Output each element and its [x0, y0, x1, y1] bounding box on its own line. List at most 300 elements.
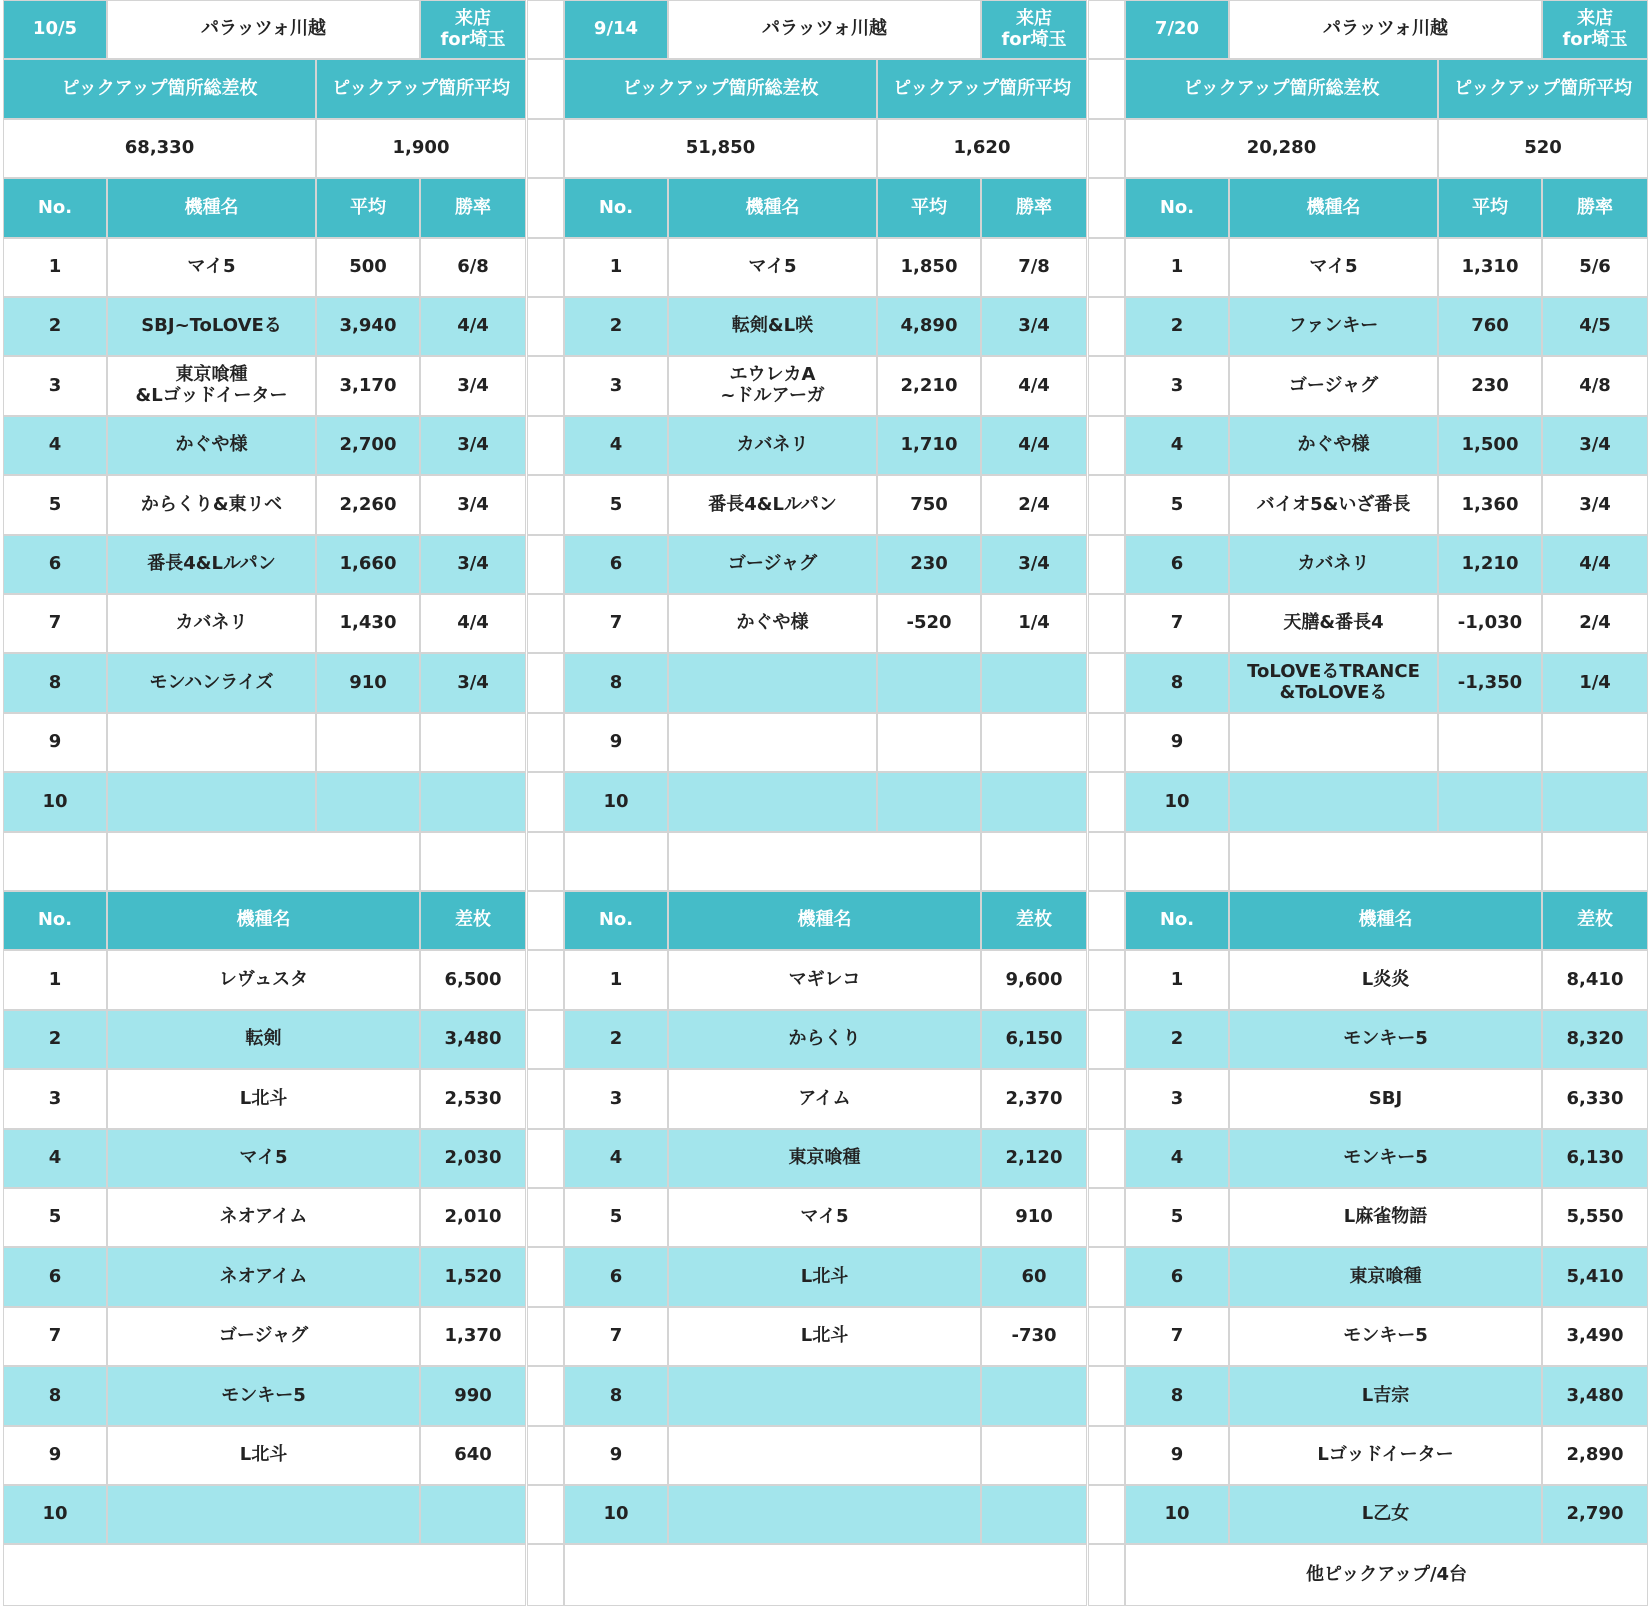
table-row-1-average-value: 1,850: [877, 238, 981, 297]
table-row-3-average-value: 230: [1438, 356, 1542, 416]
table-row-4-row-no: 4: [3, 416, 107, 475]
ranking-row-9-row-no: 9: [1125, 1426, 1229, 1485]
ranking-row-7-model-name: モンキー5: [1229, 1307, 1542, 1366]
table-row-2-model-name: SBJ~ToLOVEる: [107, 297, 316, 356]
table-row-10-model-name: [1229, 772, 1438, 832]
separator-cell: [528, 416, 563, 475]
ranking-row-4-model-name: マイ5: [107, 1129, 420, 1188]
total-diff-label: ピックアップ箇所総差枚: [3, 59, 316, 119]
table-row-2-model-name: 転剣&L咲: [668, 297, 877, 356]
table-row-9-average-value: [877, 713, 981, 772]
ranking-row-7-diff-value: -730: [981, 1307, 1087, 1366]
event-date: 9/14: [564, 0, 668, 59]
table-row-8-model-name: [668, 653, 877, 713]
col-no-header: No.: [1125, 891, 1229, 950]
event-badge: 来店 for埼玉: [420, 0, 526, 59]
separator-cell: [1089, 832, 1124, 891]
ranking-row-8-row-no: 8: [564, 1366, 668, 1426]
table-row-3-average-value: 2,210: [877, 356, 981, 416]
table-row-8-win-rate: [981, 653, 1087, 713]
event-date: 7/20: [1125, 0, 1229, 59]
col-diff-header: 差枚: [420, 891, 526, 950]
ranking-row-2-row-no: 2: [3, 1010, 107, 1069]
table-row-5-win-rate: 3/4: [1542, 475, 1648, 535]
table-row-6-row-no: 6: [3, 535, 107, 594]
col-model-header: 機種名: [107, 891, 420, 950]
ranking-row-10-model-name: L乙女: [1229, 1485, 1542, 1544]
table-row-6-average-value: 1,660: [316, 535, 420, 594]
event-panel-1: [3, 0, 526, 1606]
table-row-10-average-value: [1438, 772, 1542, 832]
ranking-row-9-diff-value: [981, 1426, 1087, 1485]
table-row-1-win-rate: 5/6: [1542, 238, 1648, 297]
total-diff-label: ピックアップ箇所総差枚: [1125, 59, 1438, 119]
table-row-5-model-name: からくり&東リベ: [107, 475, 316, 535]
table-row-3-average-value: 3,170: [316, 356, 420, 416]
ranking-row-4-diff-value: 2,030: [420, 1129, 526, 1188]
ranking-row-2-model-name: からくり: [668, 1010, 981, 1069]
separator-cell: [1089, 416, 1124, 475]
table-row-3-win-rate: 4/8: [1542, 356, 1648, 416]
table-row-10-win-rate: [1542, 772, 1648, 832]
table-row-6-row-no: 6: [564, 535, 668, 594]
table-row-9-average-value: [1438, 713, 1542, 772]
separator-cell: [1089, 772, 1124, 832]
ranking-row-9-row-no: 9: [564, 1426, 668, 1485]
table-row-10-row-no: 10: [1125, 772, 1229, 832]
table-row-6-win-rate: 3/4: [981, 535, 1087, 594]
ranking-row-9-model-name: [668, 1426, 981, 1485]
table-row-5-win-rate: 2/4: [981, 475, 1087, 535]
table-row-8-win-rate: 3/4: [420, 653, 526, 713]
table-row-3-model-name: 東京喰種 &Lゴッドイーター: [107, 356, 316, 416]
ranking-row-8-diff-value: 3,480: [1542, 1366, 1648, 1426]
table-row-8-average-value: 910: [316, 653, 420, 713]
separator-cell: [1089, 0, 1124, 59]
separator-cell: [528, 832, 563, 891]
table-row-4-win-rate: 3/4: [1542, 416, 1648, 475]
ranking-row-5-diff-value: 2,010: [420, 1188, 526, 1247]
table-row-4-win-rate: 4/4: [981, 416, 1087, 475]
ranking-row-8-diff-value: [981, 1366, 1087, 1426]
ranking-row-6-model-name: L北斗: [668, 1247, 981, 1307]
separator-cell: [1089, 59, 1124, 119]
ranking-row-3-row-no: 3: [564, 1069, 668, 1129]
table-row-7-win-rate: 2/4: [1542, 594, 1648, 653]
table-row-1-win-rate: 7/8: [981, 238, 1087, 297]
table-row-6-average-value: 1,210: [1438, 535, 1542, 594]
table-row-8-model-name: ToLOVEるTRANCE &ToLOVEる: [1229, 653, 1438, 713]
table-row-2-row-no: 2: [3, 297, 107, 356]
ranking-row-6-diff-value: 1,520: [420, 1247, 526, 1307]
separator-cell: [1089, 535, 1124, 594]
table-row-4-average-value: 1,500: [1438, 416, 1542, 475]
ranking-row-5-model-name: L麻雀物語: [1229, 1188, 1542, 1247]
col-model-header: 機種名: [1229, 891, 1542, 950]
separator-cell: [528, 772, 563, 832]
separator-cell: [528, 59, 563, 119]
ranking-row-5-row-no: 5: [1125, 1188, 1229, 1247]
separator-cell: [1089, 475, 1124, 535]
average-label: ピックアップ箇所平均: [877, 59, 1087, 119]
store-name: パラッツォ川越: [668, 0, 981, 59]
ranking-row-1-diff-value: 8,410: [1542, 950, 1648, 1010]
col-no-header: No.: [1125, 178, 1229, 238]
table-row-8-average-value: -1,350: [1438, 653, 1542, 713]
average-value: 1,900: [316, 119, 526, 178]
separator-cell: [528, 1069, 563, 1129]
separator-cell: [1089, 1247, 1124, 1307]
col-average-header: 平均: [877, 178, 981, 238]
separator-cell: [1089, 1188, 1124, 1247]
separator-cell: [1089, 1069, 1124, 1129]
table-row-5-average-value: 1,360: [1438, 475, 1542, 535]
event-panel-3: [1125, 0, 1648, 1606]
table-row-6-win-rate: 3/4: [420, 535, 526, 594]
spacer-cell: [1542, 832, 1648, 891]
ranking-row-3-diff-value: 2,530: [420, 1069, 526, 1129]
separator-cell: [528, 1544, 563, 1606]
table-row-7-row-no: 7: [564, 594, 668, 653]
separator-cell: [528, 713, 563, 772]
table-row-8-average-value: [877, 653, 981, 713]
footer-note: 他ピックアップ/4台: [1125, 1544, 1648, 1606]
ranking-row-6-diff-value: 5,410: [1542, 1247, 1648, 1307]
spacer-cell: [3, 832, 107, 891]
table-row-4-model-name: かぐや様: [107, 416, 316, 475]
table-row-4-model-name: かぐや様: [1229, 416, 1438, 475]
table-row-5-average-value: 2,260: [316, 475, 420, 535]
spacer-cell: [1125, 832, 1229, 891]
average-label: ピックアップ箇所平均: [1438, 59, 1648, 119]
table-row-6-row-no: 6: [1125, 535, 1229, 594]
table-row-1-row-no: 1: [564, 238, 668, 297]
average-label: ピックアップ箇所平均: [316, 59, 526, 119]
col-no-header: No.: [564, 178, 668, 238]
table-row-2-win-rate: 4/4: [420, 297, 526, 356]
table-row-7-average-value: -1,030: [1438, 594, 1542, 653]
event-date: 10/5: [3, 0, 107, 59]
separator-cell: [528, 119, 563, 178]
table-row-3-model-name: エウレカA ~ドルアーガ: [668, 356, 877, 416]
table-row-7-average-value: 1,430: [316, 594, 420, 653]
separator-cell: [528, 891, 563, 950]
separator-cell: [528, 475, 563, 535]
ranking-row-9-diff-value: 640: [420, 1426, 526, 1485]
table-row-2-average-value: 760: [1438, 297, 1542, 356]
ranking-row-4-row-no: 4: [1125, 1129, 1229, 1188]
table-row-2-win-rate: 3/4: [981, 297, 1087, 356]
ranking-row-5-row-no: 5: [3, 1188, 107, 1247]
table-row-1-average-value: 1,310: [1438, 238, 1542, 297]
separator-cell: [1089, 119, 1124, 178]
table-row-9-win-rate: [981, 713, 1087, 772]
table-row-2-model-name: ファンキー: [1229, 297, 1438, 356]
table-row-10-average-value: [877, 772, 981, 832]
table-row-2-win-rate: 4/5: [1542, 297, 1648, 356]
separator-cell: [1089, 891, 1124, 950]
ranking-row-4-row-no: 4: [3, 1129, 107, 1188]
footer-note: [3, 1544, 526, 1606]
col-average-header: 平均: [1438, 178, 1542, 238]
ranking-row-4-model-name: 東京喰種: [668, 1129, 981, 1188]
table-row-6-win-rate: 4/4: [1542, 535, 1648, 594]
table-row-6-model-name: ゴージャグ: [668, 535, 877, 594]
ranking-row-1-diff-value: 9,600: [981, 950, 1087, 1010]
table-row-8-row-no: 8: [3, 653, 107, 713]
footer-note: [564, 1544, 1087, 1606]
spacer-cell: [981, 832, 1087, 891]
table-row-7-win-rate: 1/4: [981, 594, 1087, 653]
ranking-row-2-row-no: 2: [1125, 1010, 1229, 1069]
ranking-row-3-row-no: 3: [1125, 1069, 1229, 1129]
panel-separator: [527, 0, 564, 1606]
table-row-4-row-no: 4: [1125, 416, 1229, 475]
separator-cell: [1089, 594, 1124, 653]
ranking-row-8-model-name: L吉宗: [1229, 1366, 1542, 1426]
ranking-row-1-row-no: 1: [1125, 950, 1229, 1010]
col-no-header: No.: [3, 891, 107, 950]
table-row-10-win-rate: [420, 772, 526, 832]
separator-cell: [528, 297, 563, 356]
ranking-row-8-model-name: モンキー5: [107, 1366, 420, 1426]
separator-cell: [528, 1366, 563, 1426]
table-row-2-row-no: 2: [564, 297, 668, 356]
table-row-7-model-name: カバネリ: [107, 594, 316, 653]
table-row-2-average-value: 4,890: [877, 297, 981, 356]
ranking-row-4-diff-value: 2,120: [981, 1129, 1087, 1188]
ranking-row-3-model-name: L北斗: [107, 1069, 420, 1129]
ranking-row-2-model-name: 転剣: [107, 1010, 420, 1069]
ranking-row-7-row-no: 7: [3, 1307, 107, 1366]
spacer-cell: [107, 832, 420, 891]
ranking-row-2-row-no: 2: [564, 1010, 668, 1069]
ranking-row-10-diff-value: [981, 1485, 1087, 1544]
separator-cell: [528, 178, 563, 238]
ranking-row-8-model-name: [668, 1366, 981, 1426]
table-row-3-row-no: 3: [564, 356, 668, 416]
spacer-cell: [420, 832, 526, 891]
ranking-row-1-model-name: マギレコ: [668, 950, 981, 1010]
table-row-8-row-no: 8: [1125, 653, 1229, 713]
ranking-row-7-diff-value: 1,370: [420, 1307, 526, 1366]
table-row-4-win-rate: 3/4: [420, 416, 526, 475]
table-row-6-model-name: 番長4&Lルパン: [107, 535, 316, 594]
table-row-5-row-no: 5: [3, 475, 107, 535]
separator-cell: [1089, 178, 1124, 238]
separator-cell: [1089, 297, 1124, 356]
ranking-row-3-model-name: SBJ: [1229, 1069, 1542, 1129]
ranking-row-2-model-name: モンキー5: [1229, 1010, 1542, 1069]
table-row-8-row-no: 8: [564, 653, 668, 713]
ranking-row-3-model-name: アイム: [668, 1069, 981, 1129]
table-row-10-row-no: 10: [3, 772, 107, 832]
spacer-cell: [1229, 832, 1542, 891]
ranking-row-5-model-name: マイ5: [668, 1188, 981, 1247]
ranking-row-6-row-no: 6: [3, 1247, 107, 1307]
table-row-9-win-rate: [1542, 713, 1648, 772]
store-name: パラッツォ川越: [107, 0, 420, 59]
table-row-5-row-no: 5: [1125, 475, 1229, 535]
table-row-7-row-no: 7: [1125, 594, 1229, 653]
table-row-5-win-rate: 3/4: [420, 475, 526, 535]
col-diff-header: 差枚: [1542, 891, 1648, 950]
table-row-3-row-no: 3: [3, 356, 107, 416]
table-row-5-average-value: 750: [877, 475, 981, 535]
separator-cell: [1089, 713, 1124, 772]
table-row-10-win-rate: [981, 772, 1087, 832]
separator-cell: [1089, 1544, 1124, 1606]
store-name: パラッツォ川越: [1229, 0, 1542, 59]
total-diff-value: 68,330: [3, 119, 316, 178]
ranking-row-10-diff-value: 2,790: [1542, 1485, 1648, 1544]
ranking-row-1-model-name: レヴュスタ: [107, 950, 420, 1010]
table-row-8-model-name: モンハンライズ: [107, 653, 316, 713]
ranking-row-6-row-no: 6: [1125, 1247, 1229, 1307]
total-diff-label: ピックアップ箇所総差枚: [564, 59, 877, 119]
event-badge: 来店 for埼玉: [1542, 0, 1648, 59]
ranking-row-9-row-no: 9: [3, 1426, 107, 1485]
ranking-row-1-diff-value: 6,500: [420, 950, 526, 1010]
separator-cell: [528, 356, 563, 416]
table-row-10-model-name: [668, 772, 877, 832]
col-winrate-header: 勝率: [981, 178, 1087, 238]
table-row-5-model-name: バイオ5&いざ番長: [1229, 475, 1438, 535]
table-row-4-model-name: カバネリ: [668, 416, 877, 475]
separator-cell: [528, 1426, 563, 1485]
col-diff-header: 差枚: [981, 891, 1087, 950]
table-row-10-average-value: [316, 772, 420, 832]
table-row-2-average-value: 3,940: [316, 297, 420, 356]
panel-separator: [1088, 0, 1125, 1606]
ranking-row-4-diff-value: 6,130: [1542, 1129, 1648, 1188]
ranking-row-5-diff-value: 910: [981, 1188, 1087, 1247]
ranking-row-4-model-name: モンキー5: [1229, 1129, 1542, 1188]
table-row-2-row-no: 2: [1125, 297, 1229, 356]
spacer-cell: [564, 832, 668, 891]
separator-cell: [528, 950, 563, 1010]
table-row-1-model-name: マイ5: [107, 238, 316, 297]
table-row-4-average-value: 1,710: [877, 416, 981, 475]
ranking-row-3-row-no: 3: [3, 1069, 107, 1129]
col-model-header: 機種名: [668, 178, 877, 238]
ranking-row-6-model-name: 東京喰種: [1229, 1247, 1542, 1307]
ranking-row-9-diff-value: 2,890: [1542, 1426, 1648, 1485]
ranking-row-5-model-name: ネオアイム: [107, 1188, 420, 1247]
ranking-row-2-diff-value: 3,480: [420, 1010, 526, 1069]
table-row-9-average-value: [316, 713, 420, 772]
ranking-row-1-row-no: 1: [3, 950, 107, 1010]
col-winrate-header: 勝率: [420, 178, 526, 238]
separator-cell: [528, 1188, 563, 1247]
separator-cell: [528, 0, 563, 59]
table-row-1-row-no: 1: [1125, 238, 1229, 297]
separator-cell: [1089, 1307, 1124, 1366]
table-row-4-average-value: 2,700: [316, 416, 420, 475]
spacer-cell: [668, 832, 981, 891]
col-winrate-header: 勝率: [1542, 178, 1648, 238]
col-model-header: 機種名: [107, 178, 316, 238]
separator-cell: [528, 1307, 563, 1366]
ranking-row-10-row-no: 10: [3, 1485, 107, 1544]
separator-cell: [1089, 1426, 1124, 1485]
separator-cell: [528, 653, 563, 713]
separator-cell: [1089, 238, 1124, 297]
table-row-1-win-rate: 6/8: [420, 238, 526, 297]
table-row-10-model-name: [107, 772, 316, 832]
ranking-row-2-diff-value: 8,320: [1542, 1010, 1648, 1069]
table-row-4-row-no: 4: [564, 416, 668, 475]
ranking-row-10-row-no: 10: [1125, 1485, 1229, 1544]
table-row-1-average-value: 500: [316, 238, 420, 297]
separator-cell: [528, 1485, 563, 1544]
separator-cell: [1089, 356, 1124, 416]
table-row-9-win-rate: [420, 713, 526, 772]
col-model-header: 機種名: [1229, 178, 1438, 238]
ranking-row-7-row-no: 7: [564, 1307, 668, 1366]
ranking-row-5-diff-value: 5,550: [1542, 1188, 1648, 1247]
ranking-row-6-row-no: 6: [564, 1247, 668, 1307]
ranking-row-10-model-name: [107, 1485, 420, 1544]
ranking-row-5-row-no: 5: [564, 1188, 668, 1247]
table-row-7-model-name: 天膳&番長4: [1229, 594, 1438, 653]
table-row-9-row-no: 9: [564, 713, 668, 772]
table-row-3-row-no: 3: [1125, 356, 1229, 416]
ranking-row-10-model-name: [668, 1485, 981, 1544]
col-no-header: No.: [3, 178, 107, 238]
col-average-header: 平均: [316, 178, 420, 238]
ranking-row-9-model-name: Lゴッドイーター: [1229, 1426, 1542, 1485]
table-row-7-model-name: かぐや様: [668, 594, 877, 653]
ranking-row-10-diff-value: [420, 1485, 526, 1544]
col-model-header: 機種名: [668, 891, 981, 950]
table-row-5-row-no: 5: [564, 475, 668, 535]
ranking-row-8-row-no: 8: [1125, 1366, 1229, 1426]
ranking-row-7-model-name: L北斗: [668, 1307, 981, 1366]
average-value: 520: [1438, 119, 1648, 178]
ranking-row-9-model-name: L北斗: [107, 1426, 420, 1485]
ranking-row-6-model-name: ネオアイム: [107, 1247, 420, 1307]
separator-cell: [528, 594, 563, 653]
table-row-9-row-no: 9: [3, 713, 107, 772]
separator-cell: [528, 1247, 563, 1307]
ranking-row-10-row-no: 10: [564, 1485, 668, 1544]
table-row-7-average-value: -520: [877, 594, 981, 653]
table-row-5-model-name: 番長4&Lルパン: [668, 475, 877, 535]
ranking-row-3-diff-value: 6,330: [1542, 1069, 1648, 1129]
separator-cell: [1089, 1129, 1124, 1188]
table-row-9-model-name: [107, 713, 316, 772]
ranking-row-7-diff-value: 3,490: [1542, 1307, 1648, 1366]
ranking-row-7-model-name: ゴージャグ: [107, 1307, 420, 1366]
table-row-6-average-value: 230: [877, 535, 981, 594]
ranking-row-6-diff-value: 60: [981, 1247, 1087, 1307]
ranking-row-4-row-no: 4: [564, 1129, 668, 1188]
event-panel-2: [564, 0, 1087, 1606]
table-row-1-row-no: 1: [3, 238, 107, 297]
separator-cell: [528, 1010, 563, 1069]
separator-cell: [528, 238, 563, 297]
average-value: 1,620: [877, 119, 1087, 178]
separator-cell: [528, 1129, 563, 1188]
table-row-7-row-no: 7: [3, 594, 107, 653]
ranking-row-7-row-no: 7: [1125, 1307, 1229, 1366]
ranking-row-1-model-name: L炎炎: [1229, 950, 1542, 1010]
ranking-row-2-diff-value: 6,150: [981, 1010, 1087, 1069]
table-row-9-model-name: [668, 713, 877, 772]
col-no-header: No.: [564, 891, 668, 950]
table-row-3-model-name: ゴージャグ: [1229, 356, 1438, 416]
